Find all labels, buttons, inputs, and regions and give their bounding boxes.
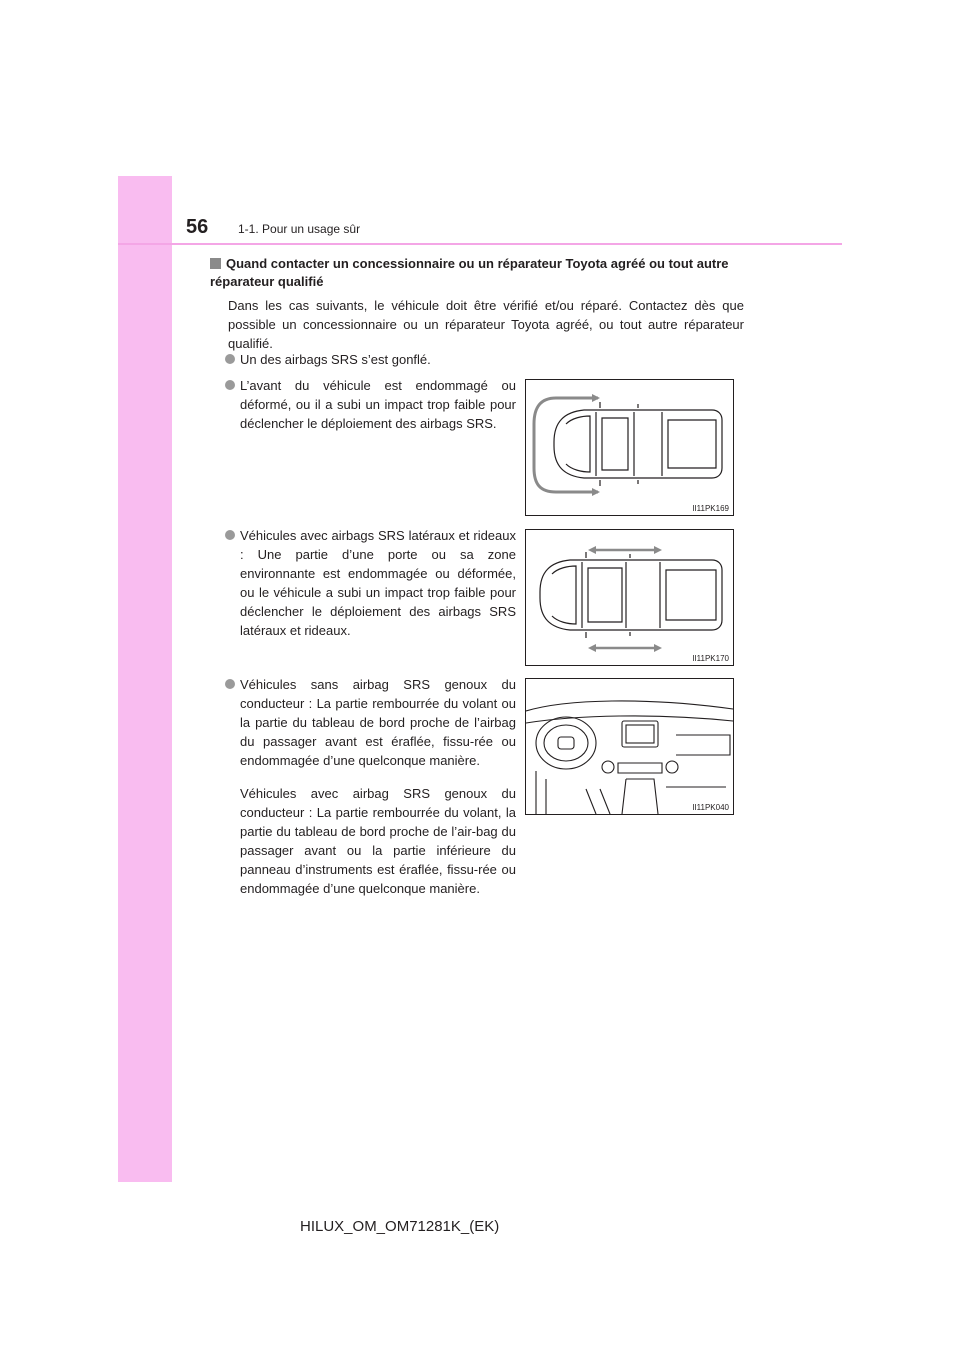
list-item-text: Véhicules sans airbag SRS genoux du conducteur : La partie rembourrée du volant ou la partie du tableau de bord proche de l’airbag du passager avant est éraflée, fissu-rée ou endommagée d’une quelconque manière.	[240, 677, 516, 768]
bullet-icon	[225, 679, 235, 689]
figure-code: II11PK040	[692, 803, 729, 812]
figure-dashboard	[525, 678, 734, 815]
figure-code: II11PK169	[692, 504, 729, 513]
heading-line-2: réparateur qualifié	[210, 274, 324, 289]
dashboard-interior-icon	[526, 679, 733, 814]
truck-front-damage-icon	[526, 380, 733, 515]
square-bullet-icon	[210, 258, 221, 269]
truck-side-damage-icon	[526, 530, 733, 665]
figure-front-damage	[525, 379, 734, 516]
list-item	[225, 675, 516, 770]
list-item-text: Véhicules avec airbags SRS latéraux et rideaux : Une partie d’une porte ou sa zone environnante est endommagée ou déformée, ou le véhicule a subi un impact trop faible pour déclencher le déploiement des airbags SRS latéraux et rideaux.	[240, 528, 516, 638]
sidebar-tab	[118, 176, 172, 1182]
bullet-icon	[225, 380, 235, 390]
subparagraph: Véhicules avec airbag SRS genoux du conducteur : La partie rembourrée du volant, la partie du tableau de bord proche de l’air-bag du passager avant ou la partie inférieure du panneau d’instruments est éraflée, fissu-rée ou endommagée d’une quelconque manière.	[240, 786, 516, 896]
intro-paragraph: Dans les cas suivants, le véhicule doit être vérifié et/ou réparé. Contactez dès que possible un concessionnaire ou un réparateur Toyota agréé, ou tout autre réparateur qualifié.	[228, 298, 744, 351]
page-number: 56	[186, 216, 209, 238]
document-code: HILUX_OM_OM71281K_(EK)	[300, 1218, 500, 1235]
list-item	[225, 376, 516, 433]
bullet-icon	[225, 530, 235, 540]
figure-code: II11PK170	[692, 654, 729, 663]
list-item	[225, 350, 745, 369]
bullet-icon	[225, 354, 235, 364]
list-item	[225, 526, 516, 640]
section-title: 1-1. Pour un usage sûr	[238, 222, 361, 236]
header-rule	[118, 243, 842, 245]
heading-line-1: Quand contacter un concessionnaire ou un réparateur Toyota agréé ou tout autre	[226, 256, 729, 271]
section-heading	[210, 255, 750, 291]
list-item-text: Un des airbags SRS s’est gonflé.	[240, 352, 431, 367]
figure-side-damage	[525, 529, 734, 666]
list-item-text: L’avant du véhicule est endommagé ou déformé, ou il a subi un impact trop faible pour déclencher le déploiement des airbags SRS.	[240, 378, 516, 431]
